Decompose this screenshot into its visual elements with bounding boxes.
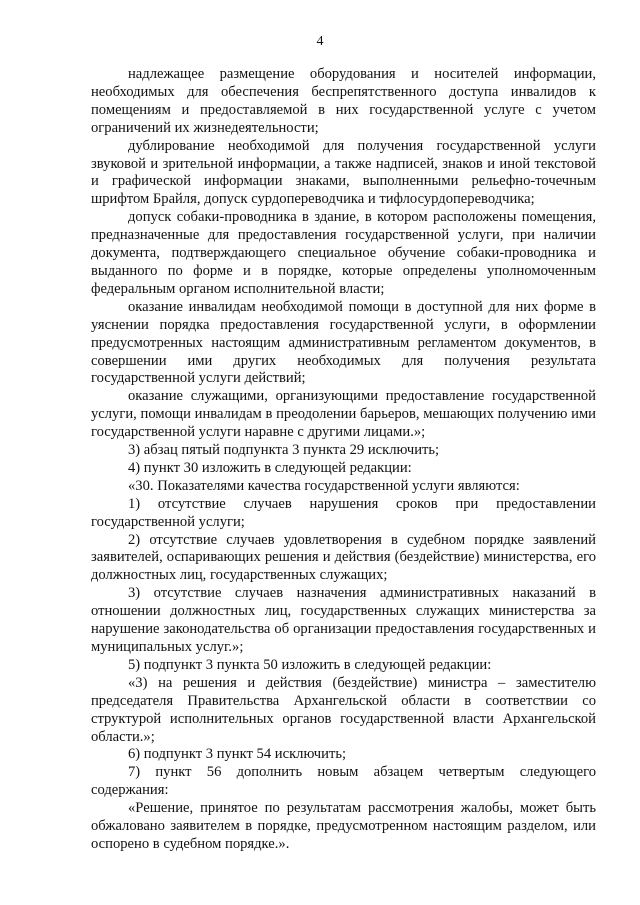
- paragraph-1: надлежащее размещение оборудования и носителей информации, необходимых для обеспечения беспрепятственного доступа инвалидов к помещениям и предоставляемой в них государственной услуге с учетом ограничений их жизнедеятельности;: [91, 66, 596, 136]
- paragraph-6: 3) абзац пятый подпункта 3 пункта 29 исключить;: [128, 442, 440, 459]
- paragraph-14: 6) подпункт 3 пункт 54 исключить;: [128, 746, 347, 763]
- paragraph-13: «3) на решения и действия (бездействие) министра – заместителю председателя Правительства Архангельской области в соответствии со структурой исполнительных органов государственной власти Архангельской области.»;: [91, 674, 596, 745]
- paragraph-12: 5) подпункт 3 пункта 50 изложить в следующей редакции:: [128, 656, 492, 673]
- paragraph-15: 7) пункт 56 дополнить новым абзацем четвертым следующего содержания:: [91, 764, 596, 799]
- paragraph-2: дублирование необходимой для получения государственной услуги звуковой и зрительной информации, а также надписей, знаков и иной текстовой и графической информации знаками, выполненными рельефно-точечным шрифтом Брайля, допуск сурдопереводчика и тифлосурдопереводчика;: [91, 137, 596, 208]
- paragraph-3: допуск собаки-проводника в здание, в котором расположены помещения, предназначенные для предоставления государственной услуги, при наличии документа, подтверждающего специальное обучение собаки-проводника и выданного по форме и в порядке, которые определены уполномоченным федеральным органом исполнительной власти;: [91, 209, 596, 297]
- paragraph-5: оказание служащими, организующими предоставление государственной услуги, помощи инвалидам в преодолении барьеров, мешающих получению ими государственной услуги наравне с другими лицами.»;: [91, 388, 596, 441]
- paragraph-16: «Решение, принятое по результатам рассмотрения жалобы, может быть обжаловано заявителем в порядке, предусмотренном настоящим разделом, или оспорено в судебном порядке.».: [91, 800, 596, 852]
- paragraph-10: 2) отсутствие случаев удовлетворения в судебном порядке заявлений заявителей, оспаривающих решения и действия (бездействие) министерства, его должностных лиц, государственных служащих;: [91, 531, 596, 584]
- paragraph-11: 3) отсутствие случаев назначения административных наказаний в отношении должностных лиц, государственных служащих министерства за нарушение законодательства об организации предоставления государственных и муниципальных услуг.»;: [91, 585, 596, 655]
- paragraph-9: 1) отсутствие случаев нарушения сроков при предоставлении государственной услуги;: [91, 495, 596, 530]
- page-number: 4: [316, 34, 324, 49]
- paragraph-7: 4) пункт 30 изложить в следующей редакции:: [128, 459, 412, 476]
- paragraph-8: «30. Показателями качества государственной услуги являются:: [128, 477, 520, 494]
- document-body: [91, 66, 596, 854]
- paragraph-4: оказание инвалидам необходимой помощи в доступной для них форме в уяснении порядка предоставления государственной услуги, в оформлении предусмотренных настоящим административным регламентом документов, в совершении ими других необходимых для получения результата государственной услуги действий;: [91, 298, 596, 387]
